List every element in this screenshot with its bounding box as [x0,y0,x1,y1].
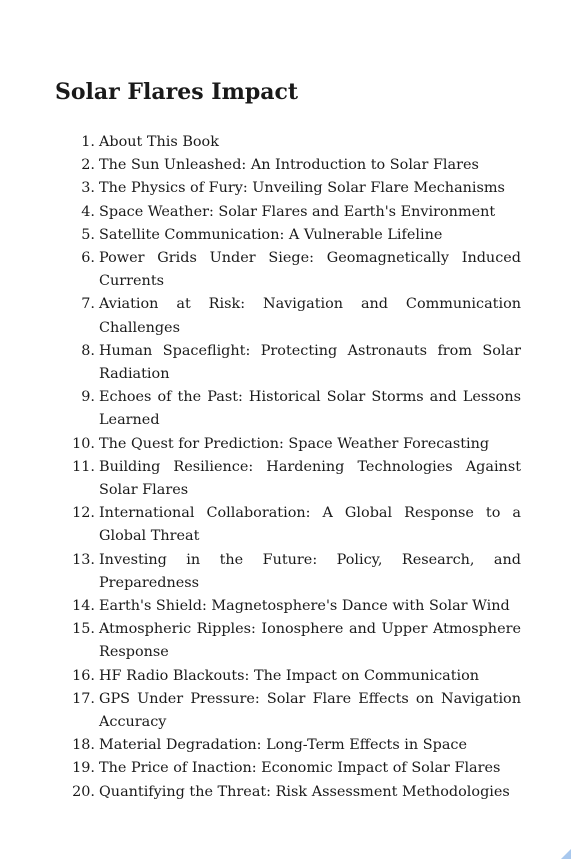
toc-number: 5. [81,226,95,243]
toc-number: 4. [81,203,95,220]
toc-number: 16. [72,667,95,684]
toc-item [55,688,521,734]
toc-number: 10. [72,435,95,452]
toc-item [55,734,521,757]
toc-item [55,247,521,293]
toc-item [55,340,521,386]
toc-item [55,201,521,224]
toc-number: 6. [81,250,95,267]
toc-number: 11. [72,458,95,475]
toc-title: Aviation at Risk: Navigation and Communication Challenges [99,296,521,336]
toc-number: 14. [72,598,95,615]
toc-number: 17. [72,690,95,707]
toc-item [55,177,521,200]
toc-item [55,131,521,154]
toc-title: Earth's Shield: Magnetosphere's Dance with Solar Wind [99,598,510,615]
toc-title: Satellite Communication: A Vulnerable Lifeline [99,226,443,243]
toc-title: Power Grids Under Siege: Geomagnetically Induced Currents [99,250,521,290]
toc-number: 7. [81,296,95,313]
toc-item [55,456,521,502]
toc-title: The Sun Unleashed: An Introduction to Solar Flares [99,157,479,174]
toc-title: Building Resilience: Hardening Technologies Against Solar Flares [99,458,521,499]
toc-number: 18. [72,737,95,754]
toc-number: 8. [81,342,95,359]
toc-item [55,386,521,432]
toc-title: The Quest for Prediction: Space Weather Forecasting [99,435,490,452]
toc-item [55,665,521,688]
toc-title: Human Spaceflight: Protecting Astronauts from Solar Radiation [99,342,521,383]
toc-title: Quantifying the Threat: Risk Assessment Methodologies [99,783,510,800]
toc-title: International Collaboration: A Global Response to a Global Threat [99,505,521,545]
toc-title: Echoes of the Past: Historical Solar Storms and Lessons Learned [99,389,521,429]
toc-number: 13. [72,551,95,568]
toc-item [55,224,521,247]
toc-number: 1. [81,134,95,150]
toc-number: 20. [72,783,95,800]
toc-number: 19. [72,760,95,777]
toc-title: The Price of Inaction: Economic Impact of Solar Flares [99,760,501,777]
toc-number: 15. [72,621,95,638]
toc-title: Investing in the Future: Policy, Research, and Preparedness [99,551,521,591]
page-curl-triangle [561,849,571,859]
toc-title: GPS Under Pressure: Solar Flare Effects on Navigation Accuracy [99,690,521,731]
toc-item [55,549,521,595]
toc-title: About This Book [99,134,219,150]
toc-item [55,502,521,548]
toc-item [55,293,521,339]
toc-title: Material Degradation: Long-Term Effects in Space [99,737,467,754]
table-of-contents [55,131,521,804]
toc-item [55,595,521,618]
toc-title: Space Weather: Solar Flares and Earth's Environment [99,203,496,220]
toc-item [55,757,521,780]
page-curl-icon [561,849,571,859]
toc-number: 9. [81,389,95,406]
toc-number: 3. [81,180,95,197]
page-title: Solar Flares Impact [55,79,299,105]
toc-title: The Physics of Fury: Unveiling Solar Flare Mechanisms [99,180,505,197]
toc-item [55,618,521,664]
toc-item [55,781,521,804]
toc-number: 2. [81,157,95,174]
toc-title: HF Radio Blackouts: The Impact on Communication [99,667,480,684]
toc-item [55,154,521,177]
toc-number: 12. [72,505,95,522]
toc-item [55,433,521,456]
toc-title: Atmospheric Ripples: Ionosphere and Upper Atmosphere Response [99,621,521,661]
